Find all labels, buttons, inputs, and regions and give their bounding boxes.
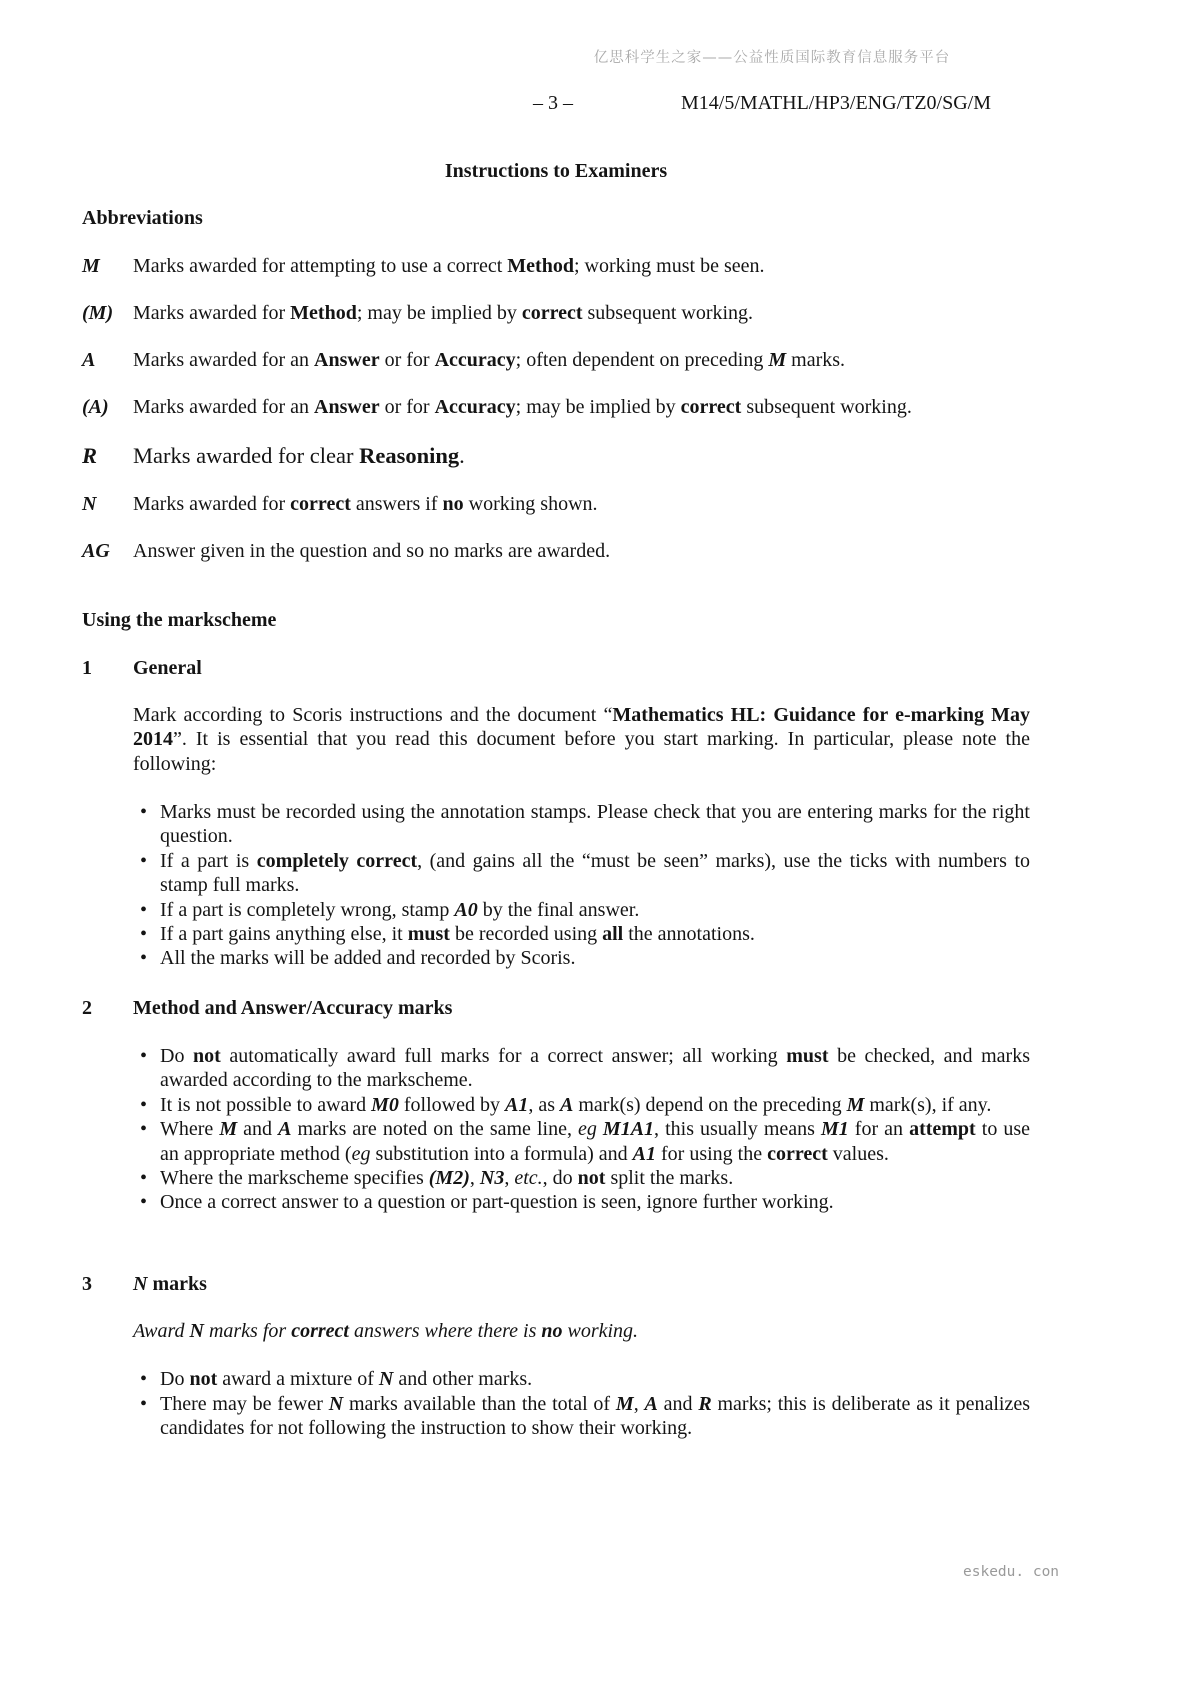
section-paragraph: Award N marks for correct answers where there is no working. bbox=[133, 1320, 639, 1342]
abbreviation-definition: Marks awarded for an Answer or for Accuracy; often dependent on preceding M marks. bbox=[133, 349, 846, 371]
abbreviations-heading: Abbreviations bbox=[82, 207, 203, 229]
page-title: Instructions to Examiners bbox=[444, 160, 668, 182]
section-heading bbox=[82, 1272, 1030, 1296]
abbreviation-row-m bbox=[82, 254, 1030, 278]
abbreviation-row-a-implied bbox=[82, 395, 1030, 419]
abbreviation-term: A bbox=[82, 349, 96, 371]
paper-code: M14/5/MATHL/HP3/ENG/TZ0/SG/M bbox=[681, 92, 992, 114]
bullet-list bbox=[133, 1367, 1030, 1440]
abbreviation-term: (A) bbox=[82, 396, 109, 418]
section-heading bbox=[82, 656, 1030, 680]
bullet-list bbox=[133, 800, 1030, 971]
section-paragraph: Mark according to Scoris instructions and the document “Mathematics HL: Guidance for e-marking May 2014”. It is essential that you read this document before you start marking. In particular, please note the following: bbox=[133, 704, 1031, 775]
abbreviation-definition: Marks awarded for correct answers if no working shown. bbox=[133, 493, 598, 515]
abbreviation-row-m-implied bbox=[82, 301, 1030, 325]
bullet-item: • Do not award a mixture of N and other marks. bbox=[133, 1367, 1030, 1391]
section-title: General bbox=[133, 657, 202, 679]
abbreviation-term: (M) bbox=[82, 302, 114, 324]
abbreviation-definition: Marks awarded for attempting to use a correct Method; working must be seen. bbox=[133, 255, 765, 277]
bullet-item: • If a part gains anything else, it must be recorded using all the annotations. bbox=[133, 922, 1030, 946]
section-title: Method and Answer/Accuracy marks bbox=[133, 997, 453, 1019]
abbreviation-term: R bbox=[82, 443, 98, 468]
bullet-item: • It is not possible to award M0 followed by A1, as A mark(s) depend on the preceding M mark(s), if any. bbox=[133, 1093, 1030, 1117]
bullet-item: • There may be fewer N marks available than the total of M, A and R marks; this is deliberate as it penalizes candidates for not following the instruction to show their working. bbox=[133, 1392, 1030, 1441]
bullet-item: • Where the markscheme specifies (M2), N3, etc., do not split the marks. bbox=[133, 1166, 1030, 1190]
page-header bbox=[82, 92, 1030, 116]
top-watermark-text: 亿思科学生之家——公益性质国际教育信息服务平台 bbox=[593, 50, 951, 66]
section-general bbox=[82, 656, 1030, 971]
bullet-item: • Marks must be recorded using the annotation stamps. Please check that you are entering marks for the right question. bbox=[133, 800, 1030, 849]
abbreviation-definition: Marks awarded for an Answer or for Accuracy; may be implied by correct subsequent working. bbox=[133, 396, 912, 418]
section-number: 1 bbox=[82, 657, 92, 679]
abbreviation-definition: Marks awarded for Method; may be implied by correct subsequent working. bbox=[133, 302, 754, 324]
section-heading bbox=[82, 996, 1030, 1020]
abbreviation-row-ag bbox=[82, 539, 1030, 563]
bullet-item: • Where M and A marks are noted on the same line, eg M1A1, this usually means M1 for an attempt to use an appropriate method (eg substitution into a formula) and A1 for using the correct values. bbox=[133, 1117, 1030, 1166]
section-method-answer-accuracy bbox=[82, 996, 1030, 1215]
abbreviation-term: M bbox=[82, 255, 100, 277]
abbreviation-definition: Answer given in the question and so no marks are awarded. bbox=[133, 540, 611, 562]
abbreviation-row-a bbox=[82, 348, 1030, 372]
bullet-item: • If a part is completely correct, (and gains all the “must be seen” marks), use the ticks with numbers to stamp full marks. bbox=[133, 849, 1030, 898]
page-number: – 3 – bbox=[533, 92, 573, 114]
abbreviations-list bbox=[82, 254, 1030, 586]
bullet-item: • Once a correct answer to a question or part-question is seen, ignore further working. bbox=[133, 1190, 1030, 1214]
section-number: 3 bbox=[82, 1273, 92, 1295]
bullet-item: • Do not automatically award full marks for a correct answer; all working must be checked, and marks awarded according to the markscheme. bbox=[133, 1044, 1030, 1093]
abbreviation-row-r bbox=[82, 442, 1030, 469]
section-title: N marks bbox=[133, 1273, 207, 1295]
using-markscheme-heading: Using the markscheme bbox=[82, 609, 277, 631]
section-number: 2 bbox=[82, 997, 92, 1019]
abbreviation-definition: Marks awarded for clear Reasoning. bbox=[133, 443, 465, 468]
abbreviation-term: N bbox=[82, 493, 97, 515]
bottom-watermark-text: eskedu. con bbox=[963, 1564, 1060, 1580]
abbreviation-row-n bbox=[82, 492, 1030, 516]
bullet-item: • All the marks will be added and recorded by Scoris. bbox=[133, 946, 1030, 970]
abbreviation-term: AG bbox=[82, 540, 110, 562]
bullet-item: • If a part is completely wrong, stamp A0 by the final answer. bbox=[133, 898, 1030, 922]
section-n-marks bbox=[82, 1272, 1030, 1441]
bullet-list bbox=[133, 1044, 1030, 1215]
